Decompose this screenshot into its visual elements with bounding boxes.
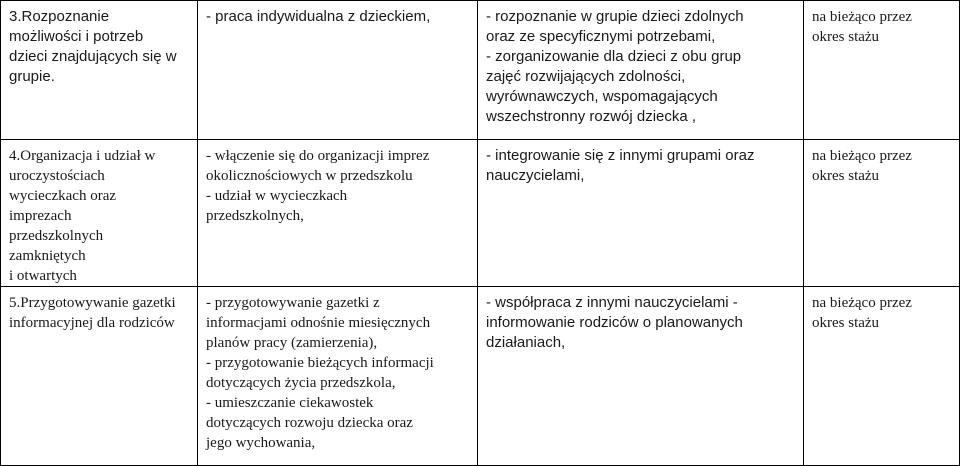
area-cell: 4.Organizacja i udział w uroczystościach wycieczkach oraz imprezach przedszkolnych zamkniętych i otwartych (1, 140, 198, 287)
table-row (1, 287, 960, 466)
methods-cell: - integrowanie się z innymi grupami oraz nauczycielami, (478, 140, 804, 287)
deadline-cell: na bieżąco przez okres stażu (804, 1, 960, 140)
table-row (1, 1, 960, 140)
deadline-cell: na bieżąco przez okres stażu (804, 140, 960, 287)
area-cell: 3.Rozpoznanie możliwości i potrzeb dzieci znajdujących się w grupie. (1, 1, 198, 140)
methods-cell: - współpraca z innymi nauczycielami - informowanie rodziców o planowanych działaniach, (478, 287, 804, 466)
table-row (1, 140, 960, 287)
methods-cell: - rozpoznanie w grupie dzieci zdolnych oraz ze specyficznymi potrzebami, - zorganizowanie dla dzieci z obu grup zajęć rozwijających zdolności, wyrównawczych, wspomagających wszechstronny rozwój dziecka , (478, 1, 804, 140)
tasks-cell: - praca indywidualna z dzieckiem, (198, 1, 478, 140)
tasks-cell: - włączenie się do organizacji imprez okolicznościowych w przedszkolu - udział w wycieczkach przedszkolnych, (198, 140, 478, 287)
tasks-cell: - przygotowywanie gazetki z informacjami odnośnie miesięcznych planów pracy (zamierzenia), - przygotowanie bieżących informacji dotyczących życia przedszkola, - umieszczanie ciekawostek dotyczących rozwoju dziecka oraz jego wychowania, (198, 287, 478, 466)
deadline-cell: na bieżąco przez okres stażu (804, 287, 960, 466)
area-cell: 5.Przygotowywanie gazetki informacyjnej dla rodziców (1, 287, 198, 466)
